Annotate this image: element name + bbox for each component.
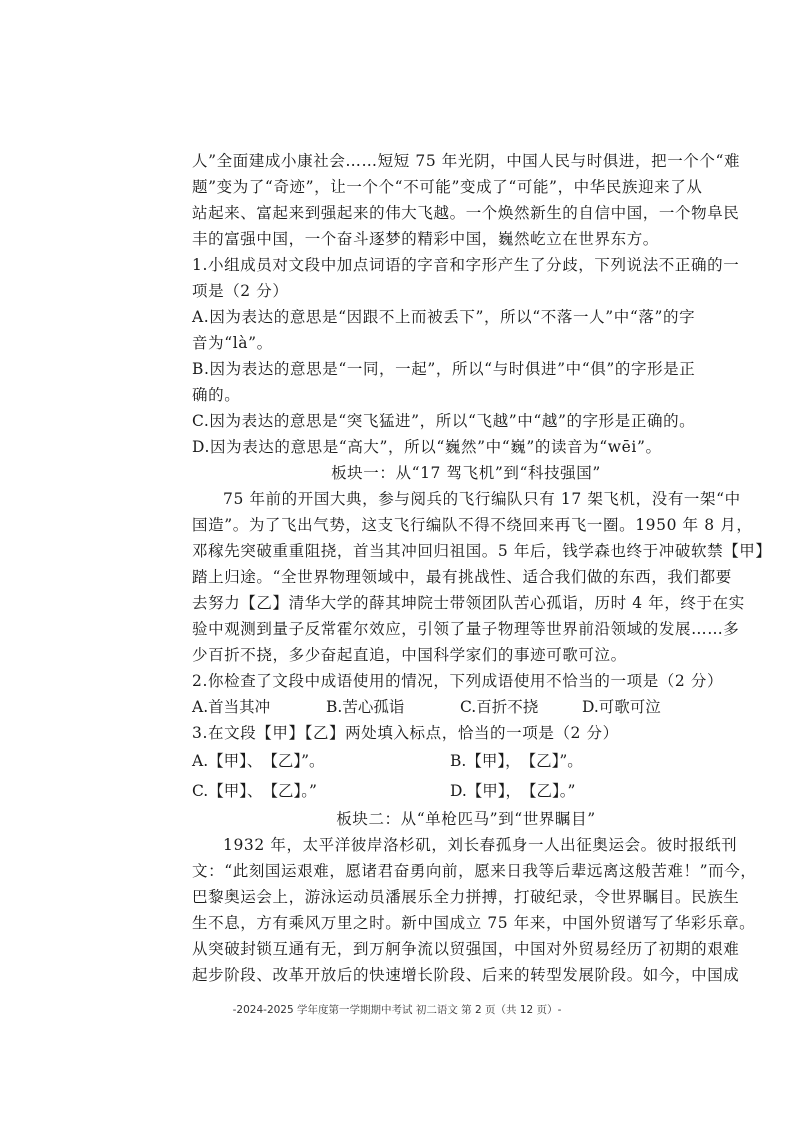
options-row (192, 746, 740, 776)
text-line: 验中观测到量子反常霍尔效应，引领了量子物理等世界前沿领域的发展……多 (192, 620, 740, 638)
question-stem: 1.小组成员对文段中加点词语的字音和字形产生了分歧，下列说法不正确的一 (192, 256, 740, 274)
option-a: A.因为表达的意思是“因跟不上而被丢下”，所以“不落一人”中“落”的字 (192, 308, 696, 326)
text-line: 1932 年，太平洋彼岸洛杉矶，刘长春孤身一人出征奥运会。彼时报纸刊 (223, 836, 738, 854)
option-b: B.苦心孤诣 (326, 698, 405, 716)
question-1 (192, 252, 740, 460)
option-a: A.【甲】、 【乙】”。 (192, 752, 325, 770)
question-stem: 2.你检查了文段中成语使用的情况，下列成语使用不恰当的一项是（2 分） (192, 672, 724, 690)
section-1-paragraph (192, 486, 772, 668)
question-stem: 项是（2 分） (192, 282, 289, 300)
option-d: D.可歌可泣 (582, 698, 661, 716)
text-line: 邓稼先突破重重阻挠，首当其冲回归祖国。5 年后，钱学森也终于冲破软禁【甲】 (192, 542, 772, 560)
text-line: 文：“此刻国运艰难，愿诸君奋勇向前，愿来日我等后辈远离这般苦难！”而今， (192, 862, 757, 880)
exam-page (192, 148, 772, 988)
section-2-paragraph (192, 832, 757, 988)
text-line: 踏上归途。“全世界物理领域中，最有挑战性、适合我们做的东西，我们都要 (192, 568, 732, 586)
option-c: C.因为表达的意思是“突飞猛进”，所以“飞越”中“越”的字形是正确的。 (192, 412, 696, 430)
option-b: B.【甲】， 【乙】”。 (450, 752, 583, 770)
option-b: B.因为表达的意思是“一同，一起”，所以“与时俱进”中“俱”的字形是正 (192, 360, 696, 378)
text-line: 丰的富强中国，一个奋斗逐梦的精彩中国，巍然屹立在世界东方。 (192, 230, 659, 248)
intro-paragraph (192, 148, 740, 252)
text-line: 题”变为了“奇迹”，让一个个“不可能”变成了“可能”，中华民族迎来了从 (192, 178, 703, 196)
section-2-title: 板块二：从“单枪匹马”到“世界瞩目” (336, 810, 596, 828)
text-line: 国造”。为了飞出气势，这支飞行编队不得不绕回来再飞一圈。1950 年 8 月， (192, 516, 753, 534)
text-line: 人”全面建成小康社会……短短 75 年光阴，中国人民与时俱进，把一个个“难 (192, 152, 741, 170)
question-2 (192, 668, 740, 720)
option-b: 确的。 (192, 386, 241, 404)
text-line: 起步阶段、改革开放后的快速增长阶段、后来的转型发展阶段。如今，中国成 (192, 966, 740, 984)
page-footer: -2024-2025 学年度第一学期期中考试 初二语文 第 2 页（共 12 页）- (232, 1004, 562, 1016)
option-d: D.因为表达的意思是“高大”，所以“巍然”中“巍”的读音为“wēi”。 (192, 438, 662, 456)
options-row (192, 694, 740, 720)
text-line: 站起来、富起来到强起来的伟大飞越。一个焕然新生的自信中国，一个物阜民 (192, 204, 740, 222)
option-c: C.【甲】、 【乙】。” (192, 782, 317, 800)
question-3 (192, 720, 740, 806)
text-line: 75 年前的开国大典，参与阅兵的飞行编队只有 17 架飞机，没有一架“中 (223, 490, 741, 508)
options-row (192, 776, 740, 806)
option-a: 音为“là”。 (192, 334, 273, 352)
text-line: 生不息，方有乘风万里之时。新中国成立 75 年来，中国外贸谱写了华彩乐章。 (192, 914, 756, 932)
option-c: C.百折不挠 (460, 698, 539, 716)
section-1-title: 板块一：从“17 驾飞机”到“科技强国” (331, 464, 601, 482)
text-line: 少百折不挠，多少奋起直追，中国科学家们的事迹可歌可泣。 (192, 646, 627, 664)
text-line: 从突破封锁互通有无，到万舸争流以贸强国，中国对外贸易经历了初期的艰难 (192, 940, 740, 958)
option-a: A.首当其冲 (192, 698, 271, 716)
option-d: D.【甲】， 【乙】。” (450, 782, 576, 800)
text-line: 巴黎奥运会上，游泳运动员潘展乐全力拼搏，打破纪录，令世界瞩目。民族生 (192, 888, 740, 906)
text-line: 去努力【乙】清华大学的薛其坤院士带领团队苦心孤诣，历时 4 年，终于在实 (192, 594, 745, 612)
question-stem: 3.在文段【甲】【乙】两处填入标点，恰当的一项是（2 分） (192, 724, 619, 742)
